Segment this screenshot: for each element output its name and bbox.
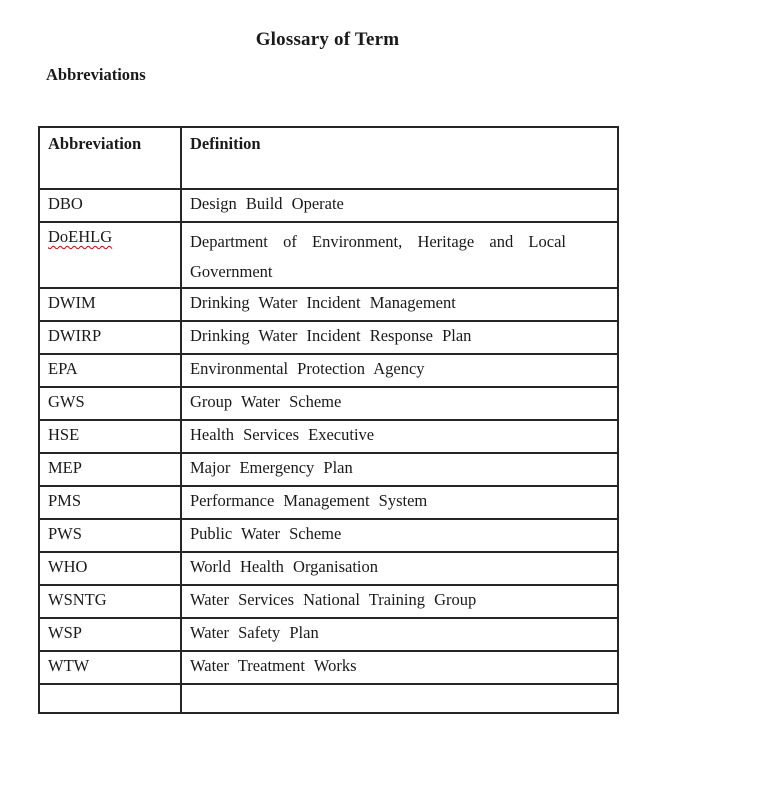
def-cell: Performance Management System	[181, 486, 618, 519]
def-cell: Group Water Scheme	[181, 387, 618, 420]
table-row	[39, 222, 618, 288]
def-text: Department of Environment, Heritage and Local Government	[190, 232, 566, 281]
abbr-cell: DWIRP	[39, 321, 181, 354]
header-cell-abbreviation: Abbreviation	[39, 127, 181, 189]
glossary-table	[38, 126, 619, 714]
abbr-cell: GWS	[39, 387, 181, 420]
abbr-cell: WSNTG	[39, 585, 181, 618]
abbr-cell: PWS	[39, 519, 181, 552]
def-cell: Environmental Protection Agency	[181, 354, 618, 387]
table-row	[39, 486, 618, 519]
def-cell: World Health Organisation	[181, 552, 618, 585]
abbr-cell: HSE	[39, 420, 181, 453]
def-cell	[181, 222, 618, 288]
table-row	[39, 585, 618, 618]
document-content	[38, 28, 617, 714]
def-cell: Design Build Operate	[181, 189, 618, 222]
section-heading: Abbreviations	[46, 65, 146, 84]
abbr-cell	[39, 222, 181, 288]
table-row	[39, 552, 618, 585]
def-cell	[181, 684, 618, 713]
table-header-row	[39, 127, 618, 189]
def-cell: Water Services National Training Group	[181, 585, 618, 618]
table-row	[39, 651, 618, 684]
document-title: Glossary of Term	[255, 29, 400, 50]
abbr-cell: EPA	[39, 354, 181, 387]
table-row	[39, 618, 618, 651]
misspelled-word: DoEHLG	[48, 227, 113, 246]
def-cell: Public Water Scheme	[181, 519, 618, 552]
abbr-cell: DBO	[39, 189, 181, 222]
table-row	[39, 453, 618, 486]
table-row	[39, 354, 618, 387]
abbr-cell: MEP	[39, 453, 181, 486]
abbr-cell: DWIM	[39, 288, 181, 321]
def-cell: Water Treatment Works	[181, 651, 618, 684]
header-cell-definition: Definition	[181, 127, 618, 189]
def-cell: Health Services Executive	[181, 420, 618, 453]
def-cell: Major Emergency Plan	[181, 453, 618, 486]
table-row	[39, 387, 618, 420]
abbr-cell: WTW	[39, 651, 181, 684]
table-row	[39, 519, 618, 552]
table-row	[39, 288, 618, 321]
table-row-empty	[39, 684, 618, 713]
abbr-cell: PMS	[39, 486, 181, 519]
table-row	[39, 420, 618, 453]
def-cell: Water Safety Plan	[181, 618, 618, 651]
abbr-cell: WSP	[39, 618, 181, 651]
abbr-cell	[39, 684, 181, 713]
table-row	[39, 189, 618, 222]
table-row	[39, 321, 618, 354]
def-cell: Drinking Water Incident Management	[181, 288, 618, 321]
def-cell: Drinking Water Incident Response Plan	[181, 321, 618, 354]
abbr-cell: WHO	[39, 552, 181, 585]
